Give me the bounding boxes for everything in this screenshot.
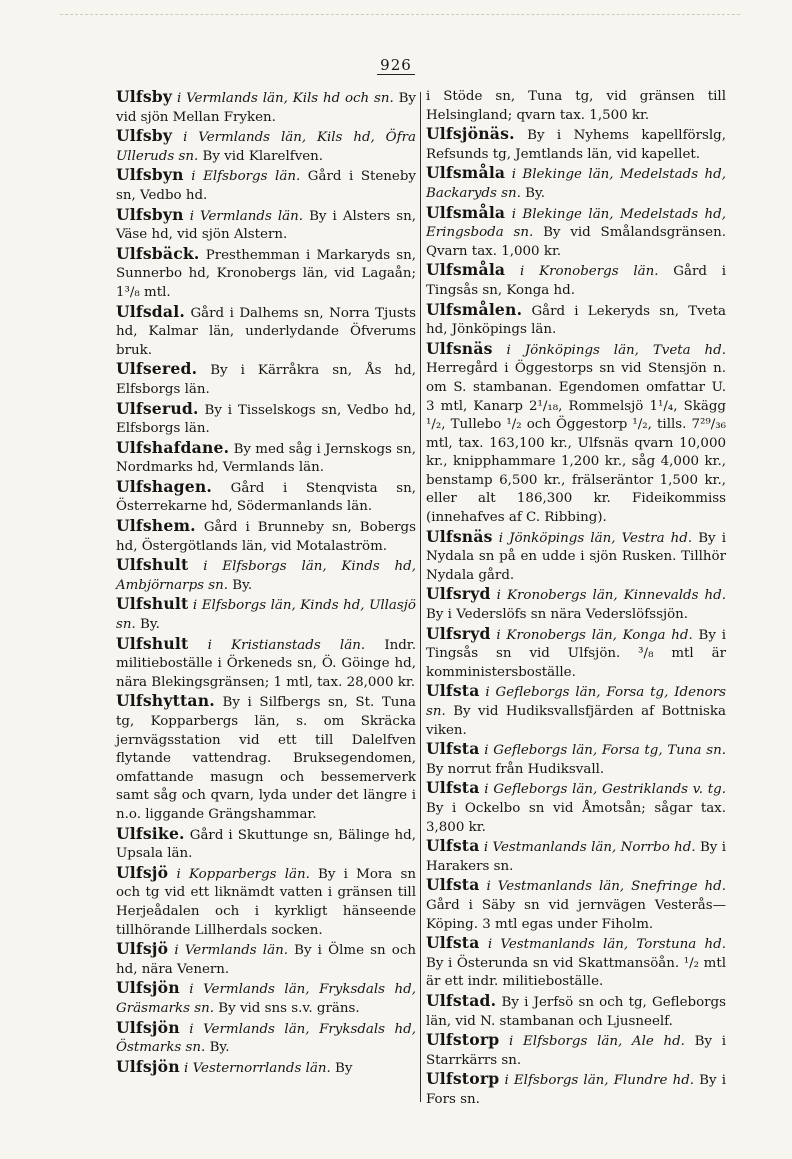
entry-headword: Ulfshult (116, 555, 189, 575)
entry-headword: Ulfstorp (426, 1030, 500, 1050)
entry-text: By i Silfbergs sn, St. Tuna tg, Kopparbergs län, s. om Skräcka jernvägsstation vid ett till Dalelfven flytande vattendrag. Bruksegendomen, omfattande masugn och bessemerverk samt såg och qvarn, lyda under det längre i n.o. liggande Grängshammar. (116, 695, 416, 822)
page-number: 926 (0, 56, 792, 74)
dictionary-entry (426, 585, 726, 624)
entry-headword: Ulfsta (426, 875, 480, 895)
entry-text: By. (135, 617, 160, 633)
entry-text: By i Vederslöfs sn nära Vederslöfssjön. (426, 607, 689, 623)
entry-location: i Vestmanlands län, Norrbo hd. (479, 840, 696, 856)
entry-location: i Vestmanlands län, Torstuna hd. (479, 937, 726, 953)
entry-text: By i Österunda sn vid Skattmansöån. ¹/₂ mtl är ett indr. militieboställe. (426, 955, 726, 990)
left-column (116, 88, 416, 1078)
entry-text: By i Jerfsö sn och tg, Gefleborgs län, vid N. stambanan och Ljusneelf. (426, 994, 726, 1029)
entry-headword: Ulfsta (426, 933, 480, 953)
entry-text: By i Fors sn. (426, 1073, 727, 1107)
entry-text: Gård i Dalhems sn, Norra Tjusts hd, Kalmar län, underlydande Öfverums bruk. (116, 305, 416, 358)
dictionary-entry (116, 360, 416, 399)
entry-location: i Kronobergs län, Kinnevalds hd. (490, 588, 726, 604)
entry-headword: Ulfshult (116, 633, 189, 653)
entry-text: By (330, 1060, 353, 1076)
entry-headword: Ulfshafdane. (116, 437, 230, 457)
entry-headword: Ulfsta (426, 836, 480, 856)
entry-location: i Blekinge län, Medelstads hd, Eringsboda sn. (426, 206, 726, 241)
dictionary-entry (426, 837, 726, 876)
dictionary-entry (426, 682, 726, 740)
dictionary-entry (116, 1019, 416, 1058)
dictionary-entry (116, 635, 416, 693)
entry-location: i Gefleborgs län, Forsa tg, Tuna sn. (479, 743, 726, 759)
dictionary-entry (116, 245, 416, 303)
scan-edge (60, 14, 740, 15)
entry-headword: Ulfsjö (116, 862, 169, 882)
entry-text: By. (520, 185, 545, 201)
entry-text: By norrut från Hudiksvall. (426, 761, 605, 777)
entry-text: Herregård i Öggestorps sn vid Stensjön n. om S. stambanan. Egendomen omfattar U. 3 mtl, Kanarp 2¹/₁₈, Rommelsjö 1¹/₄, Skägg ¹/₂, Tullebo ¹/₂ och Öggestorp ¹/₂, tills. 7²⁹/₃₆ mtl, tax. 163,100 kr., Ulfsnäs qvarn 10,000 kr., knipphammare 1,200 kr., såg 4,000 kr., benstamp 6,500 kr., frälseräntor 1,500 kr., eller alt 186,300 kr. Fideikommiss (innehafves af C. Ribbing). (426, 361, 726, 526)
entry-location: i Elfsborgs län, Flundre hd. (499, 1073, 695, 1089)
entry-headword: Ulfsta (426, 739, 480, 759)
entry-text: Gård i Stenqvista sn, Österrekarne hd, Södermanlands län. (116, 480, 416, 515)
entry-location: i Kopparbergs län. (168, 866, 310, 882)
entry-location: i Elfsborgs län, Ale hd. (499, 1034, 685, 1050)
entry-text: By i Nyhems kapellförslg, Refsunds tg, Jemtlands län, vid kapellet. (426, 128, 726, 162)
entry-headword: Ulfsmåla (426, 202, 506, 222)
entry-location: i Elfsborgs län. (183, 169, 301, 185)
dictionary-entry (426, 625, 726, 683)
entry-text: By i Mora sn och tg vid ett liknämdt vatten i gränsen till Herjeådalen och i kyrkligt hänseende tillhörande Lillherdals socken. (116, 866, 416, 938)
entry-text: By vid Klarelfven. (198, 148, 324, 164)
entry-headword: Ulfstad. (426, 990, 497, 1010)
entry-text: By vid Hudiksvallsfjärden af Bottniska viken. (426, 704, 726, 738)
entry-headword: Ulfsta (426, 681, 480, 701)
entry-text: Presthemman i Markaryds sn, Sunnerbo hd, Kronobergs län, vid Lagaån; 1³/₈ mtl. (116, 247, 416, 300)
entry-location: i Kristianstads län. (188, 637, 366, 653)
entry-text: By. (205, 1040, 230, 1056)
entry-text: By med såg i Jernskogs sn, Nordmarks hd, Vermlands län. (116, 441, 416, 476)
entry-headword: Ulfsbyn (116, 204, 184, 224)
dictionary-entry (116, 940, 416, 979)
dictionary-entry (426, 340, 726, 528)
entry-location: i Vermlands län. (183, 208, 304, 224)
entry-headword: Ulfsered. (116, 359, 198, 379)
entry-headword: Ulfshagen. (116, 476, 213, 496)
entry-headword: Ulfsike. (116, 823, 185, 843)
dictionary-entry (116, 692, 416, 824)
dictionary-entry (426, 261, 726, 300)
entry-text: By i Ockelbo sn vid Åmotsån; sågar tax. 3,800 kr. (426, 800, 726, 835)
entry-text: By i Harakers sn. (426, 840, 727, 874)
entry-text: By i Starrkärrs sn. (426, 1034, 727, 1068)
entry-location: i Kronobergs län. (505, 264, 659, 280)
entry-text: By. (228, 577, 253, 593)
entry-text: i Stöde sn, Tuna tg, vid gränsen till Helsingland; qvarn tax. 1,500 kr. (426, 89, 726, 123)
entry-headword: Ulfsjön (116, 1017, 180, 1037)
dictionary-entry (116, 864, 416, 940)
entry-text: Indr. militieboställe i Örkeneds sn, Ö. Göinge hd, nära Blekingsgränsen; 1 mtl, tax. 28,000 kr. (116, 637, 416, 690)
dictionary-entry (116, 88, 416, 127)
entry-text: Gård i Tingsås sn, Konga hd. (426, 264, 726, 298)
entry-text: By i Nydala sn på en udde i sjön Rusken. Tillhör Nydala gård. (426, 530, 726, 583)
right-column (426, 88, 726, 1109)
dictionary-entry (426, 779, 726, 837)
entry-location: i Vermlands län, Fryksdals hd, Gräsmarks sn. (116, 982, 416, 1016)
entry-location: i Elfsborgs län, Kinds hd, Ullasjö sn. (116, 598, 416, 633)
dictionary-entry (426, 992, 726, 1031)
dictionary-entry (426, 301, 726, 340)
entry-headword: Ulfsby (116, 87, 173, 106)
dictionary-entry (426, 1031, 726, 1070)
entry-headword: Ulfsbyn (116, 165, 184, 185)
dictionary-entry (116, 303, 416, 361)
entry-text: Gård i Lekeryds sn, Tveta hd, Jönköpings län. (426, 303, 726, 338)
dictionary-entry (426, 934, 726, 992)
dictionary-entry (116, 127, 416, 166)
dictionary-entry (426, 740, 726, 779)
dictionary-entry (426, 164, 726, 203)
entry-headword: Ulfserud. (116, 398, 199, 418)
dictionary-entry (116, 478, 416, 517)
dictionary-entry (426, 204, 726, 262)
entry-location: i Kronobergs län, Konga hd. (490, 627, 693, 643)
entry-headword: Ulfsmåla (426, 260, 506, 280)
dictionary-entry (116, 979, 416, 1018)
dictionary-entry (116, 556, 416, 595)
entry-text: Gård i Brunneby sn, Bobergs hd, Östergötlands län, vid Motalaström. (116, 520, 416, 554)
entry-location: i Gefleborgs län, Gestriklands v. tg. (479, 782, 726, 798)
entry-location: i Vermlands län, Kils hd och sn. (172, 91, 394, 106)
entry-text: By vid sjön Mellan Fryken. (116, 91, 416, 125)
entry-headword: Ulfsta (426, 778, 480, 798)
entry-headword: Ulfsryd (426, 623, 491, 643)
entry-location: i Gefleborgs län, Forsa tg, Idenors sn. (426, 685, 726, 719)
entry-headword: Ulfsjönäs. (426, 124, 515, 144)
entry-text: By i Ölme sn och hd, nära Venern. (116, 943, 416, 977)
entry-text: By vid Smålandsgränsen. Qvarn tax. 1,000 kr. (426, 225, 726, 259)
dictionary-entry (116, 825, 416, 864)
dictionary-entry (116, 206, 416, 245)
entry-headword: Ulfsmålen. (426, 299, 523, 319)
entry-headword: Ulfsmåla (426, 163, 506, 183)
dictionary-entry (116, 1058, 416, 1079)
dictionary-entry (426, 528, 726, 586)
entry-text: By vid sns s.v. gräns. (214, 1000, 360, 1016)
entry-headword: Ulfshyttan. (116, 691, 215, 711)
entry-headword: Ulfsby (116, 126, 173, 146)
dictionary-entry (116, 400, 416, 439)
entry-location: i Elfsborgs län, Kinds hd, Ambjörnarps sn. (116, 559, 416, 593)
entry-location: i Vermlands län, Kils hd, Öfra Ulleruds sn. (116, 130, 416, 164)
dictionary-entry (426, 1070, 726, 1109)
entry-location: i Vestmanlands län, Snefringe hd. (479, 879, 726, 895)
entry-text: By i Alsters sn, Väse hd, vid sjön Alstern. (116, 208, 417, 243)
entry-location: i Blekinge län, Medelstads hd, Backaryds sn. (426, 167, 726, 201)
entry-headword: Ulfsjö (116, 939, 169, 959)
entry-location: i Vesternorrlands län. (179, 1060, 331, 1076)
entry-headword: Ulfsdal. (116, 301, 185, 321)
entry-location: i Vermlands län. (168, 943, 288, 959)
entry-headword: Ulfsnäs (426, 338, 493, 358)
entry-text: Gård i Steneby sn, Vedbo hd. (116, 169, 416, 203)
entry-headword: Ulfshult (116, 594, 189, 614)
entry-headword: Ulfsjön (116, 978, 180, 998)
dictionary-entry (116, 595, 416, 634)
entry-headword: Ulfsryd (426, 584, 491, 604)
dictionary-entry (426, 125, 726, 164)
entry-text: Gård i Skuttunge sn, Bälinge hd, Upsala län. (116, 827, 416, 862)
entry-headword: Ulfshem. (116, 516, 196, 536)
dictionary-entry (116, 166, 416, 205)
entry-text: By i Tisselskogs sn, Vedbo hd, Elfsborgs län. (116, 402, 416, 437)
entry-text: Gård i Säby sn vid jernvägen Vesterås—Köping. 3 mtl egas under Fiholm. (426, 897, 726, 932)
entry-headword: Ulfsjön (116, 1056, 180, 1076)
dictionary-entry (116, 517, 416, 556)
entry-location: i Jönköpings län, Vestra hd. (492, 530, 693, 546)
dictionary-entry (426, 876, 726, 934)
entry-location: i Jönköpings län, Tveta hd. (492, 342, 726, 358)
entry-headword: Ulfsnäs (426, 526, 493, 546)
entry-text: By i Kärråkra sn, Ås hd, Elfsborgs län. (116, 363, 416, 397)
dictionary-entry (426, 88, 726, 125)
dictionary-entry (116, 439, 416, 478)
entry-location: i Vermlands län, Fryksdals hd, Östmarks sn. (116, 1021, 416, 1056)
entry-headword: Ulfsbäck. (116, 243, 200, 263)
column-divider (420, 92, 421, 1102)
entry-text: By i Tingsås sn vid Ulfsjön. ³/₈ mtl är komministersboställe. (426, 627, 726, 680)
entry-headword: Ulfstorp (426, 1069, 500, 1089)
